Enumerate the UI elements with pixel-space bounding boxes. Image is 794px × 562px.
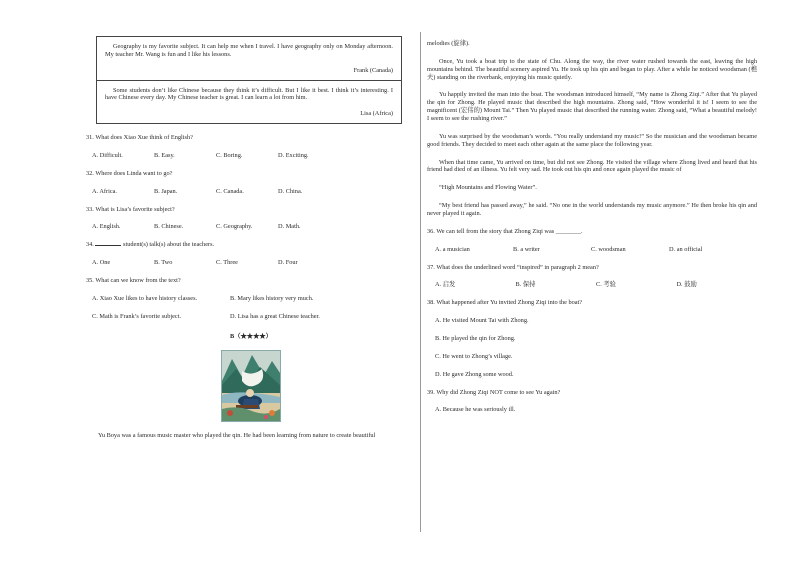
question-34 (86, 241, 416, 267)
option-a[interactable]: A. a musician (435, 245, 470, 253)
left-column (86, 36, 416, 450)
question-text: 33. What is Lisa’s favorite subject? (86, 205, 175, 213)
passage-p4: When that time came, Yu arrived on time, but did not see Zhong. He visited the village where Zhong lived and heard that his friend had died of an illness. Yu felt very sad. He took out his qin and once again played the music of (427, 158, 757, 174)
option-a[interactable]: A. 启发 (435, 281, 456, 289)
option-b[interactable]: B. Two (154, 259, 173, 267)
options (92, 188, 416, 196)
lisa-cell (97, 80, 401, 124)
frank-cell (97, 37, 401, 80)
q34-rest: student(s) talk(s) about the teachers. (121, 241, 215, 249)
question-text: 37. What does the underlined word “inspired” in paragraph 2 mean? (427, 263, 599, 271)
question-text: 38. What happened after Yu invited Zhong Ziqi into the boat? (427, 299, 583, 307)
option-c[interactable]: C. Boring. (216, 152, 243, 160)
passage-p6: “My best friend has passed away,” he said. “No one in the world understands my music anymore.” He then broke his qin and never played it again. (427, 202, 757, 218)
passage-p3: Yu was surprised by the woodsman’s words. “You really understand my music!” So the musician and the woodsman became good friends. They decided to meet each other again at the same place the following year. (427, 132, 757, 148)
question-text: 32. Where does Linda want to go? (86, 169, 173, 177)
option-a[interactable]: A. Because he was seriously ill. (435, 406, 516, 414)
option-c[interactable]: C. Three (216, 259, 238, 267)
option-d[interactable]: D. an official (669, 245, 703, 253)
yu-boya-illustration (221, 350, 281, 422)
option-d[interactable]: D. Math. (278, 223, 301, 231)
option-d[interactable]: D. Four (278, 259, 298, 267)
reading-box (96, 36, 402, 124)
options (435, 246, 757, 254)
option-d[interactable]: D. 鼓励 (676, 281, 697, 289)
section-b-heading: B（★★★★） (230, 332, 272, 340)
option-c[interactable]: C. 考验 (596, 281, 616, 289)
option-d[interactable]: D. He gave Zhong some wood. (435, 370, 514, 378)
question-37 (427, 264, 757, 290)
question-39 (427, 389, 757, 415)
passage-p1: Once, Yu took a boat trip to the state of Chu. Along the way, the river water rushed towards the east, leaving the high mountains behind. The beautiful scenery aspired Yu. He took up his qin and began to play. After a while he noticed woodsman (樵夫) standing on the riverbank, enjoying his music quietly. (427, 57, 757, 81)
option-c[interactable]: C. Geography. (216, 223, 253, 231)
option-b[interactable]: B. Chinese. (154, 223, 184, 231)
option-c[interactable]: C. He went to Zhong’s village. (435, 352, 513, 360)
answer-blank (95, 245, 121, 246)
options-row-1 (92, 295, 416, 303)
option-c[interactable]: C. Canada. (216, 187, 244, 195)
lisa-text: Some students don’t like Chinese because they think it’s difficult. But I like it best. I think it’s interesting. I have Chinese every day. My Chinese teacher is great. I can learn a lot from him. (105, 86, 393, 102)
question-36 (427, 228, 757, 254)
frank-signature: Frank (Canada) (353, 66, 393, 74)
options-row-2 (92, 313, 416, 321)
options (92, 223, 416, 231)
passage-p0: melodies (旋律). (427, 40, 470, 47)
option-b[interactable]: B. a writer (513, 245, 540, 253)
option-b[interactable]: B. Mary likes history very much. (230, 294, 314, 302)
question-35 (86, 277, 416, 321)
option-a[interactable]: A. Difficult. (92, 152, 123, 160)
option-a[interactable]: A. He visited Mount Tai with Zhong. (435, 317, 529, 325)
question-text: 36. We can tell from the story that Zhong Ziqi was ________. (427, 227, 583, 235)
section-b-intro: Yu Boya was a famous music master who played the qin. He had been learning from nature to create beautiful (98, 432, 376, 440)
option-a[interactable]: A. One (92, 259, 111, 267)
illustration-svg (222, 351, 280, 421)
option-c[interactable]: C. Math is Frank’s favorite subject. (92, 312, 182, 320)
option-b[interactable]: B. Japan. (154, 187, 178, 195)
question-text: 31. What does Xiao Xue think of English? (86, 134, 193, 142)
option-a[interactable]: A. Africa. (92, 187, 118, 195)
option-d[interactable]: D. Lisa has a great Chinese teacher. (230, 312, 320, 320)
question-text: 35. What can we know from the text? (86, 277, 181, 285)
question-38 (427, 299, 757, 378)
option-b[interactable]: B. He played the qin for Zhong. (435, 335, 516, 343)
lisa-signature: Lisa (Africa) (360, 110, 393, 118)
option-c[interactable]: C. woodsman (591, 245, 626, 253)
options (92, 152, 416, 160)
question-33 (86, 206, 416, 232)
question-text (86, 241, 416, 249)
question-31 (86, 134, 416, 160)
frank-text: Geography is my favorite subject. It can help me when I travel. I have geography only on Monday afternoon. My teacher Mr. Wang is fun and I like his lessons. (105, 43, 393, 58)
passage-p5: “High Mountains and Flowing Water”. (439, 184, 537, 192)
option-a[interactable]: A. Xiao Xue likes to have history classes. (92, 294, 198, 302)
options (92, 259, 416, 267)
options (435, 281, 757, 289)
question-32 (86, 170, 416, 196)
option-a[interactable]: A. English. (92, 223, 121, 231)
option-d[interactable]: D. China. (278, 187, 303, 195)
right-column (427, 36, 757, 414)
passage-p2: Yu happily invited the man into the boat. The woodsman introduced himself, “My name is Zhong Ziqi.” After that Yu played the qin for Zhong. He played music that described the high mountains. Zhong said, “How wonderful it is! I seem to see the magnificent (宏伟的) Mount Tai.” Then Yu played music that described the running water. Zhong said, “What a beautiful melody! I seem to see the rushing river.” (427, 91, 757, 123)
question-text: 39. Why did Zhong Ziqi NOT come to see Yu again? (427, 388, 561, 396)
option-b[interactable]: B. Easy. (154, 152, 175, 160)
option-d[interactable]: D. Exciting. (278, 152, 309, 160)
q34-number: 34. (86, 241, 96, 249)
option-b[interactable]: B. 保持 (515, 281, 536, 289)
column-divider (420, 32, 421, 532)
